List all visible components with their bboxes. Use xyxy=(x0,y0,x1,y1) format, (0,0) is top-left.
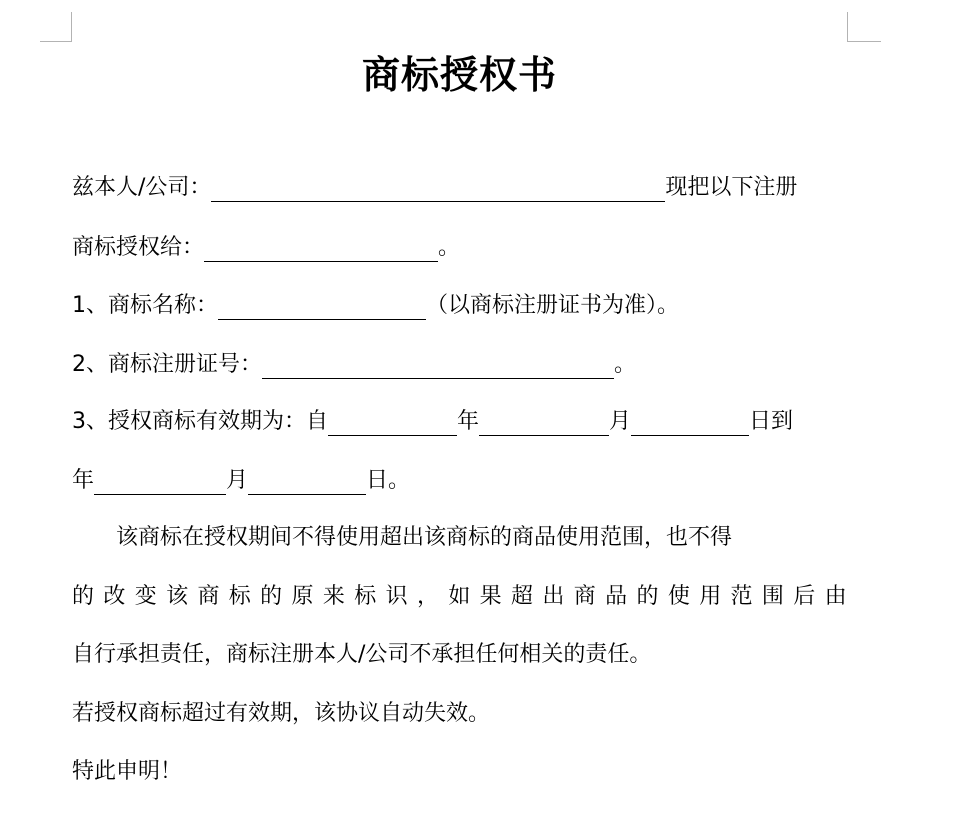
justified-char: 商 xyxy=(573,584,596,609)
start-day-blank[interactable] xyxy=(631,411,749,436)
registration-number-suffix: 。 xyxy=(614,352,637,377)
justified-char: 的 xyxy=(72,584,95,609)
justified-char: 原 xyxy=(291,584,314,609)
justified-char: 的 xyxy=(636,584,659,609)
justified-char: 该 xyxy=(166,584,189,609)
paragraph-usage-line-1: 该商标在授权期间不得使用超出该商标的商品使用范围，也不得 xyxy=(72,525,733,550)
justified-char: ， xyxy=(416,584,439,609)
document-title: 商标授权书 xyxy=(361,53,557,97)
line-registration-number xyxy=(72,351,636,379)
licensee-blank[interactable] xyxy=(204,237,438,262)
registration-number-blank[interactable] xyxy=(262,354,614,379)
justified-char: 范 xyxy=(730,584,753,609)
licensor-suffix: 现把以下注册 xyxy=(665,175,798,200)
end-month-blank[interactable] xyxy=(248,470,366,495)
line-validity-start xyxy=(72,408,793,436)
end-year-blank[interactable] xyxy=(94,470,226,495)
registration-number-label: 2、商标注册证号： xyxy=(72,352,262,377)
trademark-name-note: （以商标注册证书为准）。 xyxy=(426,293,680,318)
trademark-name-blank[interactable] xyxy=(218,295,426,320)
justified-char: 后 xyxy=(793,584,816,609)
justified-char: 的 xyxy=(260,584,283,609)
end-year-label: 年 xyxy=(72,468,95,493)
licensor-label: 兹本人/公司： xyxy=(72,175,212,200)
line-licensee xyxy=(72,234,460,262)
paragraph-expiry: 若授权商标超过有效期，该协议自动失效。 xyxy=(72,701,491,726)
end-month-label: 月 xyxy=(226,468,249,493)
justified-char: 围 xyxy=(761,584,784,609)
end-day-label: 日。 xyxy=(366,468,411,493)
justified-char: 由 xyxy=(824,584,847,609)
justified-char: 标 xyxy=(354,584,377,609)
justified-char: 出 xyxy=(542,584,565,609)
paragraph-usage-line-3: 自行承担责任，商标注册本人/公司不承担任何相关的责任。 xyxy=(72,642,652,667)
justified-char: 商 xyxy=(197,584,220,609)
paragraph-declaration: 特此申明！ xyxy=(72,759,183,784)
page-corner-mark-top-right xyxy=(847,12,881,42)
justified-char: 识 xyxy=(385,584,408,609)
start-month-blank[interactable] xyxy=(479,411,609,436)
start-year-label: 年 xyxy=(457,409,480,434)
start-day-label: 日到 xyxy=(749,409,794,434)
justified-char: 使 xyxy=(667,584,690,609)
justified-char: 品 xyxy=(605,584,628,609)
justified-char: 果 xyxy=(479,584,502,609)
justified-char: 超 xyxy=(511,584,534,609)
start-month-label: 月 xyxy=(609,409,632,434)
line-trademark-name xyxy=(72,292,679,320)
justified-char: 来 xyxy=(322,584,345,609)
page-corner-mark-top-left xyxy=(40,12,72,42)
justified-char: 用 xyxy=(699,584,722,609)
licensee-label: 商标授权给： xyxy=(72,235,205,260)
start-year-blank[interactable] xyxy=(328,411,457,436)
justified-char: 变 xyxy=(134,584,157,609)
trademark-name-label: 1、商标名称： xyxy=(72,293,218,318)
licensee-suffix: 。 xyxy=(438,235,461,260)
justified-char: 改 xyxy=(103,584,126,609)
validity-label: 3、授权商标有效期为：自 xyxy=(72,409,328,434)
line-validity-end xyxy=(72,467,410,495)
licensor-blank[interactable] xyxy=(211,177,665,202)
justified-char: 标 xyxy=(228,584,251,609)
line-licensor xyxy=(72,174,797,202)
paragraph-usage-line-2 xyxy=(72,583,847,611)
justified-char: 如 xyxy=(448,584,471,609)
